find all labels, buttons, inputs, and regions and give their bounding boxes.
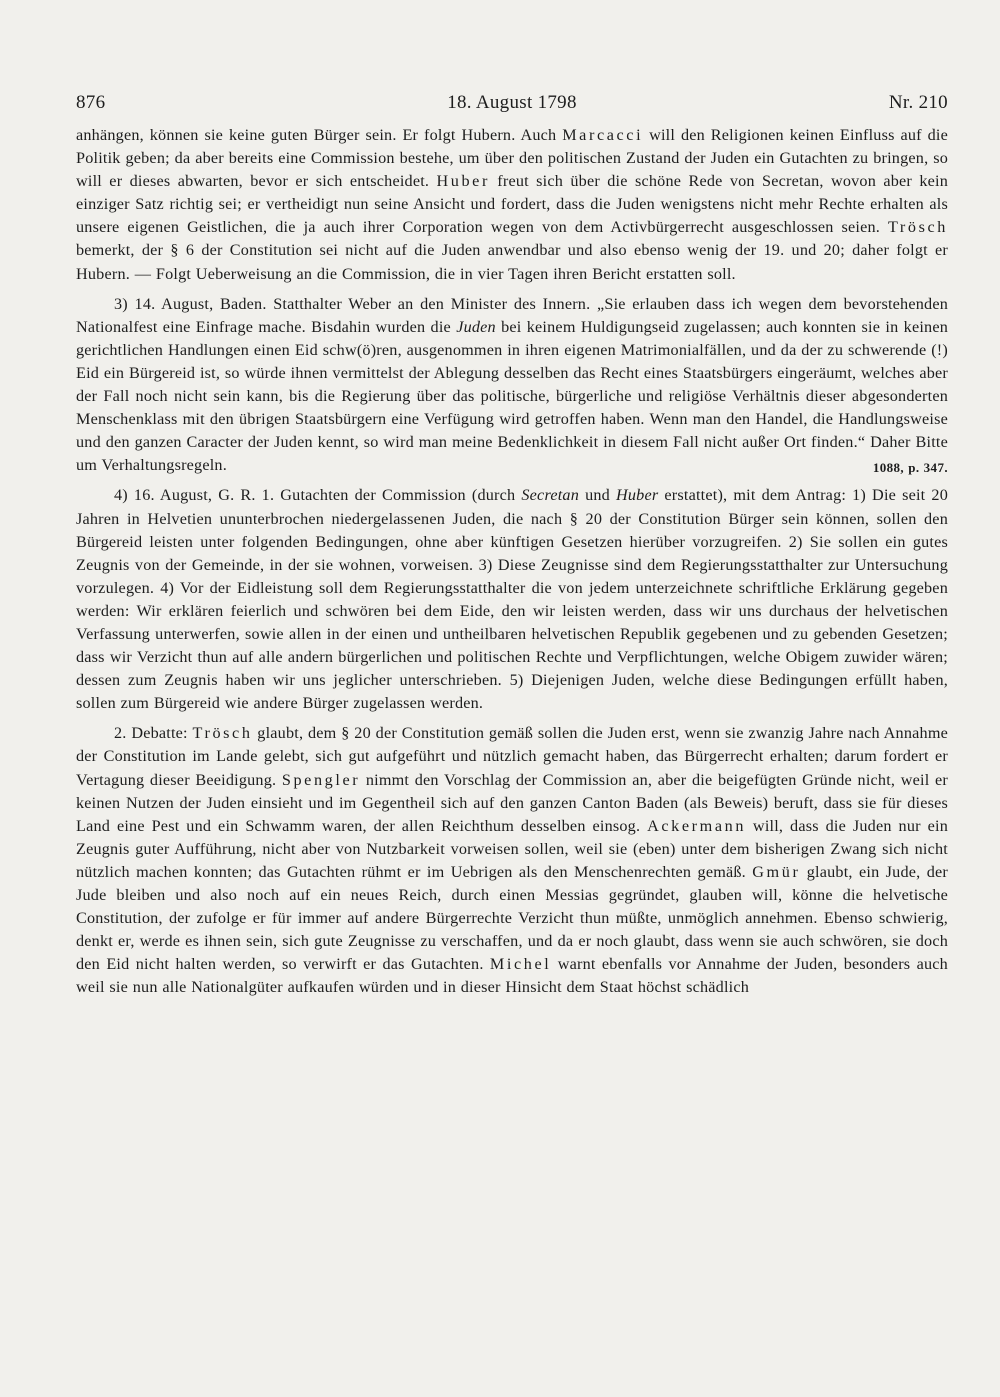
italic-name: Secretan <box>521 486 580 505</box>
paragraph-commission-report <box>76 484 948 715</box>
text-run: erstattet), mit dem Antrag: 1) Die seit 20 Jahren in Helvetien ununterbrochen niedergelassenen Juden, die nach § 20 der Constitution Bürger sein können, sollen den Bürgereid leisten unter folgenden Bedingungen, ohne aber künftigen Gesetzen hierüber vorzugreifen. 2) Sie sollen ein gutes Zeugnis von der Gemeinde, in der sie wohnen, vorweisen. 3) Diese Zeugnisse sind dem Regierungsstatthalter zur Untersuchung vorzulegen. 4) Vor der Eidleistung soll dem Regierungsstatthalter die von jedem unterzeichnete schriftliche Erklärung gegeben werden: Wir erklären feierlich und schwören bei dem Eide, den wir leisten werden, dass wir uns durchaus der helvetischen Verfassung unterwerfen, sowie allen in der einen und untheilbaren helvetischen Republik gegebenen und zu gebenden Gesetzen; dass wir Verzicht thun auf alle andern bürgerlichen und politischen Rechte und Verpflichtungen, welche Obigem zuwider wären; dessen zum Zeugnis haben wir uns jeglicher unterschrieben. 5) Diejenigen Juden, welche diese Bedingungen erfüllt haben, sollen zum Bürgereid wie andere Bürger zugelassen werden. <box>76 486 948 713</box>
paragraph-debate <box>76 722 948 999</box>
paragraph-continuation <box>76 124 948 286</box>
body-text <box>76 124 948 999</box>
speaker-name: Marcacci <box>562 126 644 144</box>
page-number: 876 <box>76 92 106 113</box>
text-run: anhängen, können sie keine guten Bürger sein. Er folgt Hubern. Auch <box>76 126 563 144</box>
source-reference: 1088, p. 347. <box>872 460 948 476</box>
text-run: glaubt, dem § 20 der Constitution gemäß sollen die Juden erst, wenn sie zwanzig Jahre nach Annahme der Constitution im Lande gelebt, sich gut aufgeführt und nützlich gemacht haben, das Bürgerrecht erhalten; darum fordert er Vertagung dieser Beeidigung. <box>76 724 948 789</box>
speaker-name: Michel <box>489 955 552 974</box>
text-run: nimmt den Vorschlag der Commission an, aber die beigefügten Gründe nicht, weil er keinen Nutzen der Juden einsieht und im Gegentheil sich auf den ganzen Canton Baden (als Beweis) beruft, dass sie für dieses Land eine Pest und ein Schwamm waren, der allen Reichthum desselben einsog. <box>76 770 949 835</box>
speaker-name: Trösch <box>888 218 948 237</box>
text-run: 2. Debatte: <box>114 724 193 743</box>
text-run: will, dass die Juden nur ein Zeugnis guter Aufführung, nicht aber von Nutzbarkeit vorweisen sollen, weil sie (eben) unter dem bisherigen Zwang sich nicht nützlich machen konnten; das Gutachten rühmt er im Uebrigen als den Menschenrechten gemäß. <box>76 816 948 881</box>
text-run: und <box>579 486 616 505</box>
italic-term: Juden <box>456 317 496 336</box>
header-date: 18. August 1798 <box>447 92 577 113</box>
italic-name: Huber <box>616 486 659 505</box>
text-run: will den Religionen keinen Einfluss auf die Politik geben; da aber bereits eine Commission bestehe, um über den politischen Zustand der Juden ein Gutachten zu bringen, so will er dieses abwarten, bevor er sich entscheidet. <box>76 126 948 191</box>
text-run: 3) 14. August, Baden. Statthalter Weber an den Minister des Innern. „Sie erlauben dass ich wegen dem bevorstehenden Nationalfest eine Einfrage mache. Bisdahin wurden die <box>76 294 948 336</box>
speaker-name: Trösch <box>192 724 253 743</box>
speaker-name: Spengler <box>281 770 361 789</box>
text-run: bemerkt, der § 6 der Constitution sei nicht auf die Juden anwendbar und also ebenso wenig der 19. und 20; daher folgt er Hubern. — Folgt Ueberweisung an die Commission, die in vier Tagen ihren Bericht erstatten soll. <box>76 241 948 283</box>
text-run: freut sich über die schöne Rede von Secretan, wovon aber kein einziger Satz richtig sei; er vertheidigt nun seine Ansicht und fordert, dass die Juden wenigstens nicht mehr Rechte erhalten als unsere eigenen Geistlichen, die ja auch ihrer Corporation wegen von dem Activbürgerrecht ausgeschlossen seien. <box>76 172 949 237</box>
speaker-name: Ackermann <box>647 816 747 835</box>
page-header <box>76 92 948 114</box>
speaker-name: Huber <box>436 172 490 191</box>
paragraph-baden-letter <box>76 293 948 478</box>
speaker-name: Gmür <box>752 862 801 881</box>
text-run: warnt ebenfalls vor Annahme der Juden, besonders auch weil sie nun alle Nationalgüter aufkaufen würden und in dieser Hinsicht dem Staat höchst schädlich <box>76 955 948 997</box>
issue-number: Nr. 210 <box>888 92 948 113</box>
text-run: 4) 16. August, G. R. 1. Gutachten der Commission (durch <box>114 486 522 505</box>
text-run: bei keinem Huldigungseid zugelassen; auch konnten sie in keinen gerichtlichen Handlungen einen Eid schw(ö)ren, ausgenommen in ihren eigenen Matrimonialfällen, und da der zu schwerende (!) Eid ein Bürgereid ist, so würde ihnen vermittelst der Ablegung desselben das Recht eines Staatsbürgers eingeräumt, welches aber der Fall noch nicht sein kann, bis die Regierung über das politische, bürgerliche und religiöse Verhältnis dieser abgesonderten Menschenklass mit den übrigen Staatsbürgern eine Verfügung wird getroffen haben. Wenn man den Handel, die Handlungsweise und den ganzen Caracter der Juden kennt, so wird man meine Bedenklichkeit in diesem Fall nicht außer Ort finden.“ Daher Bitte um Verhaltungsregeln. <box>76 317 949 475</box>
text-run: glaubt, ein Jude, der Jude bleiben und also noch auf ein neues Reich, durch einen Messias gegründet, glauben will, könne die helvetische Constitution, der zufolge er für immer auf andere Bürgerrechte Verzicht thun müßte, unmöglich annehmen. Ebenso schwierig, denkt er, werde es ihnen sein, sich gute Zeugnisse zu verschaffen, und da er noch glaubt, dass wenn sie auch schwören, sie doch den Eid nicht halten werden, so verwirft er das Gutachten. <box>76 862 948 974</box>
